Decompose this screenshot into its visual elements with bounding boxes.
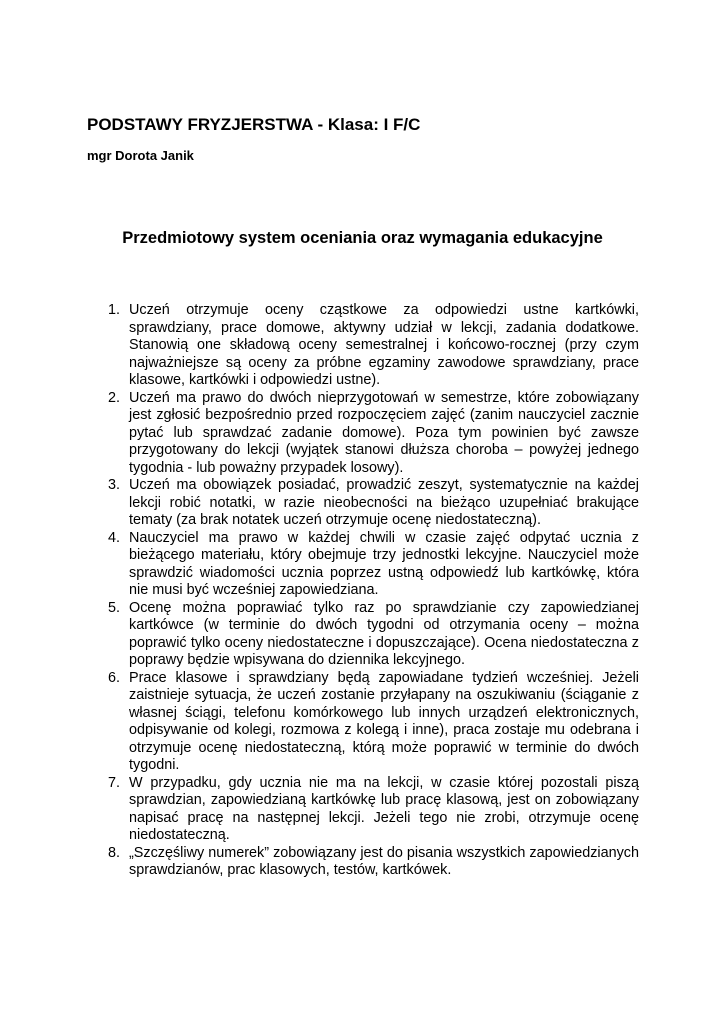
rule-number: 5. <box>108 599 121 616</box>
rule-item-6 <box>108 670 639 775</box>
rule-number: 4. <box>108 529 121 546</box>
rule-item-5 <box>108 600 639 670</box>
rule-text: Uczeń otrzymuje oceny cząstkowe za odpowiedzi ustne kartkówki, sprawdziany, prace domowe, aktywny udział w lekcji, zadania dodatkowe. Stanowią one składową oceny semestralnej i końcowo-rocznej (przy czym najważniejsze są oceny za próbne egzaminy zawodowe sprawdziany, prace klasowe, kartkówki i odpowiedzi ustne). <box>129 302 639 388</box>
rule-text: Prace klasowe i sprawdziany będą zapowiadane tydzień wcześniej. Jeżeli zaistnieje sytuacja, że uczeń zostanie przyłapany na oszukiwaniu (ściąganie z własnej ściągi, telefonu komórkowego lub innych urządzeń elektronicznych, odpisywanie od kolegi, rozmowa z kolegą i inne), praca zostaje mu odebrana i otrzymuje ocenę niedostateczną, którą może poprawić w terminie do dwóch tygodni. <box>129 669 639 773</box>
rule-item-2 <box>108 390 639 478</box>
rule-number: 1. <box>108 302 121 318</box>
teacher-name: mgr Dorota Janik <box>87 148 194 163</box>
rule-text: Ocenę można poprawiać tylko raz po sprawdzianie czy zapowiedzianej kartkówce (w terminie do dwóch tygodni od otrzymania oceny – można poprawić tylko oceny niedostateczne i dopuszczające). Ocena niedostateczna z poprawy będzie wpisywana do dziennika lekcyjnego. <box>129 599 639 668</box>
rule-text: W przypadku, gdy ucznia nie ma na lekcji, w czasie której pozostali piszą sprawdzian, zapowiedzianą kartkówkę lub pracę klasową, jest on zobowiązany napisać pracę na następnej lekcji. Jeżeli tego nie zrobi, otrzymuje ocenę niedostateczną. <box>129 774 639 843</box>
rule-item-3 <box>108 477 639 530</box>
rule-number: 7. <box>108 774 121 791</box>
rule-text: Uczeń ma obowiązek posiadać, prowadzić zeszyt, systematycznie na każdej lekcji robić notatki, w razie nieobecności na bieżąco uzupełniać brakujące tematy (za brak notatek uczeń otrzymuje ocenę niedostateczną). <box>129 477 639 528</box>
rule-item-4 <box>108 530 639 600</box>
rule-number: 3. <box>108 477 121 493</box>
rule-text: Uczeń ma prawo do dwóch nieprzygotowań w semestrze, które zobowiązany jest zgłosić bezpośrednio przed rozpoczęciem zajęć (zanim nauczyciel zacznie pytać lub sprawdzać zadanie domowe). Poza tym powinien być zawsze przygotowany do lekcji (wyjątek stanowi dłuższa choroba – powyżej jednego tygodnia - lub poważny przypadek losowy). <box>129 389 639 476</box>
rule-number: 2. <box>108 389 121 406</box>
rule-text: „Szczęśliwy numerek” zobowiązany jest do pisania wszystkich zapowiedzianych sprawdzianów, prac klasowych, testów, kartkówek. <box>129 844 639 878</box>
rule-item-1 <box>108 302 639 390</box>
rules-list <box>108 302 639 880</box>
rule-item-7 <box>108 775 639 845</box>
rule-item-8 <box>108 845 639 880</box>
rule-text: Nauczyciel ma prawo w każdej chwili w czasie zajęć odpytać ucznia z bieżącego materiału, który obejmuje trzy jednostki lekcyjne. Nauczyciel może sprawdzić wiadomości ucznia poprzez ustną odpowiedź lub kartkówkę, która nie musi być wcześniej zapowiedziana. <box>129 529 639 598</box>
section-heading: Przedmiotowy system oceniania oraz wymagania edukacyjne <box>122 229 603 247</box>
rule-number: 6. <box>108 669 121 686</box>
rule-number: 8. <box>108 844 121 861</box>
document-title: PODSTAWY FRYZJERSTWA - Klasa: I F/C <box>87 115 421 134</box>
